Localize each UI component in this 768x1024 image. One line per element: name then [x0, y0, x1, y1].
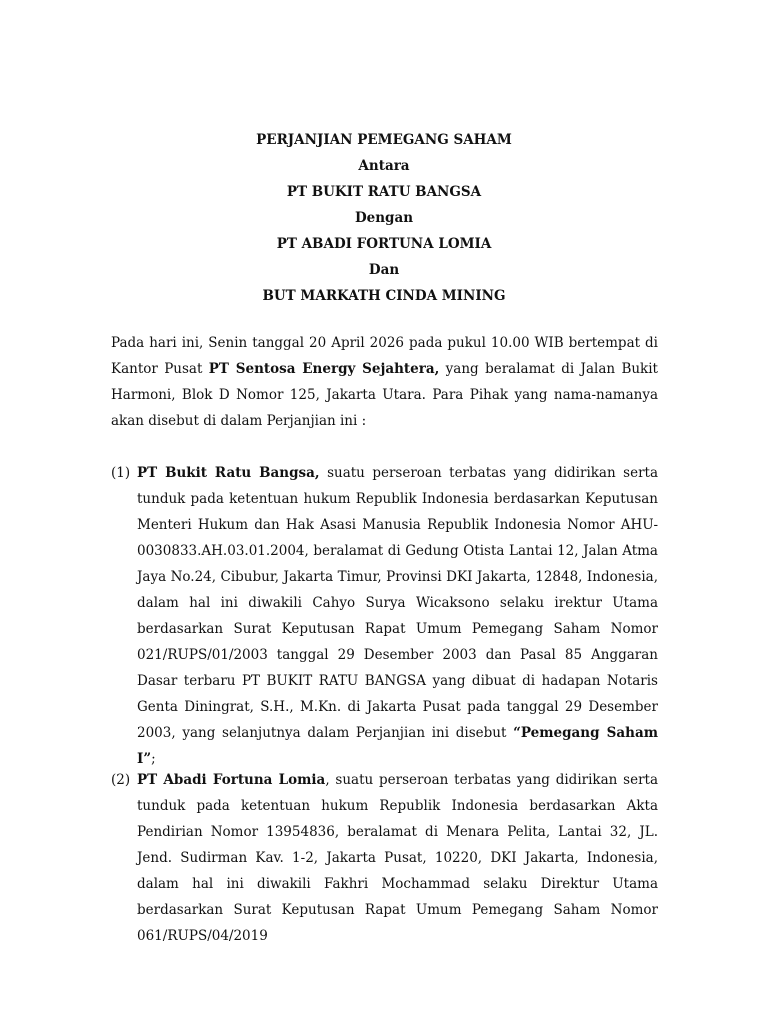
party-text — [137, 767, 658, 949]
intro-paragraph — [111, 330, 658, 434]
party-end: ; — [151, 751, 156, 767]
intro-company: PT Sentosa Energy Sejahtera, — [208, 361, 440, 377]
party-number: (2) — [111, 772, 131, 788]
party-name: PT Abadi Fortuna Lomia — [137, 772, 326, 788]
title-line: Dan — [368, 262, 400, 278]
party-description: suatu perseroan terbatas yang didirikan serta tunduk pada ketentuan hukum Republik Indonesia berdasarkan Keputusan Menteri Hukum dan Hak Asasi Manusia Republik Indonesia Nomor AHU-0030833.AH.03.01.2004, beralamat di Gedung Otista Lantai 12, Jalan Atma Jaya No.24, Cibubur, Jakarta Timur, Provinsi DKI Jakarta, 12848, Indonesia, dalam hal ini diwakili Cahyo Surya Wicaksono selaku irektur Utama berdasarkan Surat Keputusan Rapat Umum Pemegang Saham Nomor 021/RUPS/01/2003 tanggal 29 Desember 2003 dan Pasal 85 Anggaran Dasar terbaru PT BUKIT RATU BANGSA yang dibuat di hadapan Notaris Genta Diningrat, S.H., M.Kn. di Jakarta Pusat pada tanggal 29 Desember 2003, yang selanjutnya dalam Perjanjian ini disebut — [137, 465, 659, 741]
title-line: BUT MARKATH CINDA MINING — [262, 288, 506, 304]
title-line: PERJANJIAN PEMEGANG SAHAM — [256, 132, 512, 148]
title-line: PT ABADI FORTUNA LOMIA — [276, 236, 492, 252]
title-line: Antara — [358, 158, 410, 174]
party-alias: “Pemegang Saham I” — [137, 725, 658, 767]
title-line: PT BUKIT RATU BANGSA — [286, 184, 482, 200]
party-number: (1) — [111, 465, 131, 481]
intro-text: Pada hari ini, Senin tanggal 20 April 2026 pada pukul 10.00 WIB bertempat di Kantor Pusat — [111, 335, 658, 377]
document-title — [0, 127, 768, 309]
party-item-2 — [111, 767, 658, 949]
party-name: PT Bukit Ratu Bangsa, — [137, 465, 320, 481]
party-item-1 — [111, 460, 658, 772]
party-text — [137, 460, 658, 772]
title-line: Dengan — [354, 210, 414, 226]
intro-text: yang beralamat di Jalan Bukit Harmoni, Blok D Nomor 125, Jakarta Utara. Para Pihak yang nama-namanya akan disebut di dalam Perjanjian ini : — [111, 361, 658, 429]
party-description: , suatu perseroan terbatas yang didirikan serta tunduk pada ketentuan hukum Republik Indonesia berdasarkan Akta Pendirian Nomor 13954836, beralamat di Menara Pelita, Lantai 32, JL. Jend. Sudirman Kav. 1-2, Jakarta Pusat, 10220, DKI Jakarta, Indonesia, dalam hal ini diwakili Fakhri Mochammad selaku Direktur Utama berdasarkan Surat Keputusan Rapat Umum Pemegang Saham Nomor 061/RUPS/04/2019 — [137, 772, 658, 944]
